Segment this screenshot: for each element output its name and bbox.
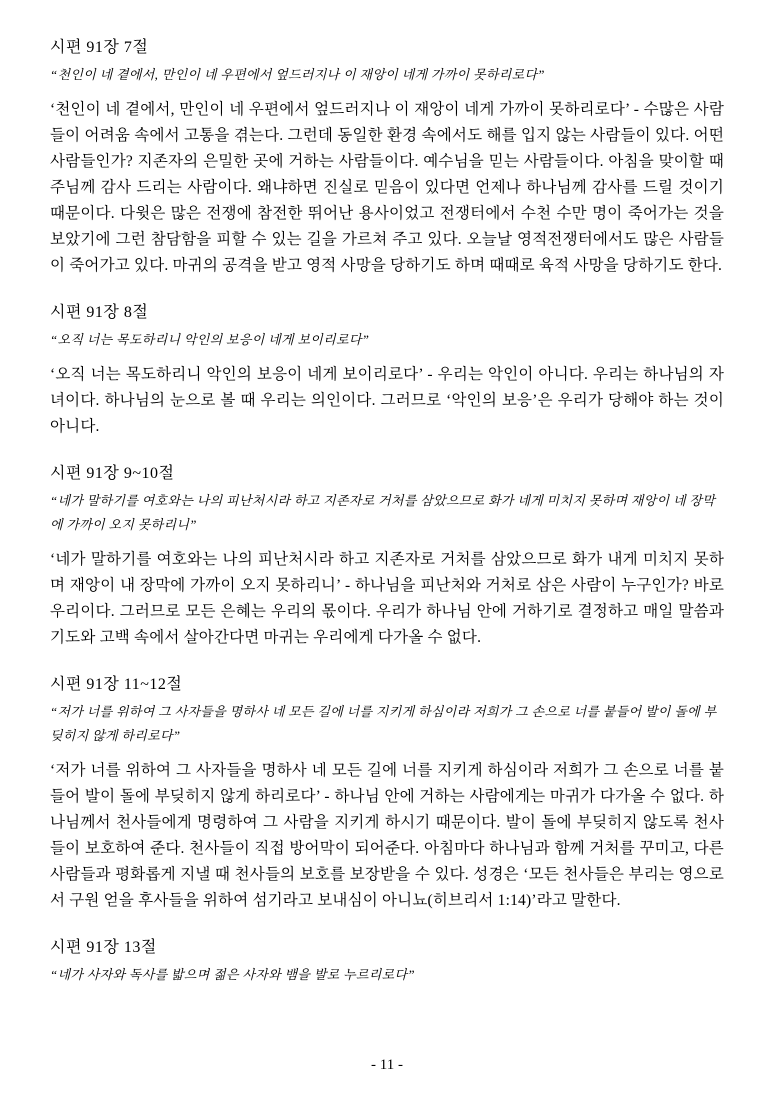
commentary-paragraph: ‘천인이 네 곁에서, 만인이 네 우편에서 엎드러지나 이 재앙이 네게 가까이 못하리로다’ - 수많은 사람들이 어려움 속에서 고통을 겪는다. 그런데 동일한 환경 속에서도 해를 입지 않는 사람들이 있다. 어떤 사람들인가? 지존자의 은밀한 곳에 거하는 사람들이다. 예수님을 믿는 사람들이다. 아침을 맞이할 때 주님께 감사 드리는 사람이다. 왜냐하면 진실로 믿음이 있다면 언제나 하나님께 감사를 드릴 것이기 때문이다. 다윗은 많은 전쟁에 참전한 뛰어난 용사이었고 전쟁터에서 수천 수만 명이 죽어가는 것을 보았기에 그런 참담함을 피할 수 있는 길을 가르쳐 주고 있다. 오늘날 영적전쟁터에서도 많은 사람들이 죽어가고 있다. 마귀의 공격을 받고 영적 사망을 당하기도 하며 때때로 육적 사망을 당하기도 한다.: [50, 101, 724, 274]
verse-quote: “저가 너를 위하여 그 사자들을 명하사 네 모든 길에 너를 지키게 하심이라 저희가 그 손으로 너를 붙들어 발이 돌에 부딪히지 않게 하리로다”: [50, 704, 717, 743]
commentary-paragraph: ‘네가 말하기를 여호와는 나의 피난처시라 하고 지존자로 거처를 삼았으므로 화가 내게 미치지 못하며 재앙이 내 장막에 가까이 오지 못하리니’ - 하나님을 피난처와 거처로 삼은 사람이 누구인가? 바로 우리이다. 그러므로 모든 은혜는 우리의 몫이다. 우리가 하나님 안에 거하기로 결정하고 매일 말씀과 기도와 고백 속에서 살아간다면 마귀는 우리에게 다가올 수 없다.: [50, 551, 724, 646]
page-number: - 11 -: [371, 1057, 403, 1073]
verse-quote: “천인이 네 곁에서, 만인이 네 우편에서 엎드러지나 이 재앙이 네게 가까이 못하리로다”: [50, 67, 545, 82]
commentary-paragraph: ‘저가 너를 위하여 그 사자들을 명하사 네 모든 길에 너를 지키게 하심이라 저희가 그 손으로 너를 붙들어 발이 돌에 부딪히지 않게 하리로다’ - 하나님 안에 거하는 사람에게는 마귀가 다가올 수 없다. 하나님께서 천사들에게 명령하여 그 사람을 지키게 하시기 때문이다. 발이 돌에 부딪히지 않도록 천사들이 보호하여 준다. 천사들이 직접 방어막이 되어준다. 아침마다 하나님과 함께 거처를 꾸미고, 다른 사람들과 평화롭게 지낼 때 천사들의 보호를 보장받을 수 있다. 성경은 ‘모든 천사들은 부리는 영으로서 구원 얻을 후사들을 위하여 섬기라고 보내심이 아니뇨(히브리서 1:14)’라고 말한다.: [50, 762, 724, 909]
section-heading: 시편 91장 9~10절: [50, 465, 175, 482]
section-psalm-91-8: [50, 303, 724, 440]
commentary-paragraph: ‘오직 너는 목도하리니 악인의 보응이 네게 보이리로다’ - 우리는 악인이 아니다. 우리는 하나님의 자녀이다. 하나님의 눈으로 볼 때 우리는 의인이다. 그러므로 ‘악인의 보응’은 우리가 당해야 하는 것이 아니다.: [50, 366, 724, 435]
section-psalm-91-9-10: [50, 464, 724, 651]
section-psalm-91-13: [50, 938, 724, 987]
section-heading: 시편 91장 8절: [50, 304, 149, 321]
verse-quote: “오직 너는 목도하리니 악인의 보응이 네게 보이리로다”: [50, 332, 370, 347]
section-heading: 시편 91장 13절: [50, 939, 157, 956]
section-heading: 시편 91장 11~12절: [50, 676, 183, 693]
section-heading: 시편 91장 7절: [50, 39, 149, 56]
verse-quote: “네가 말하기를 여호와는 나의 피난처시라 하고 지존자로 거처를 삼았으므로 화가 네게 미치지 못하며 재앙이 네 장막에 가까이 오지 못하리니”: [50, 493, 716, 532]
verse-quote: “네가 사자와 독사를 밟으며 젊은 사자와 뱀을 발로 누르리로다”: [50, 967, 415, 982]
section-psalm-91-11-12: [50, 675, 724, 914]
section-psalm-91-7: [50, 38, 724, 279]
